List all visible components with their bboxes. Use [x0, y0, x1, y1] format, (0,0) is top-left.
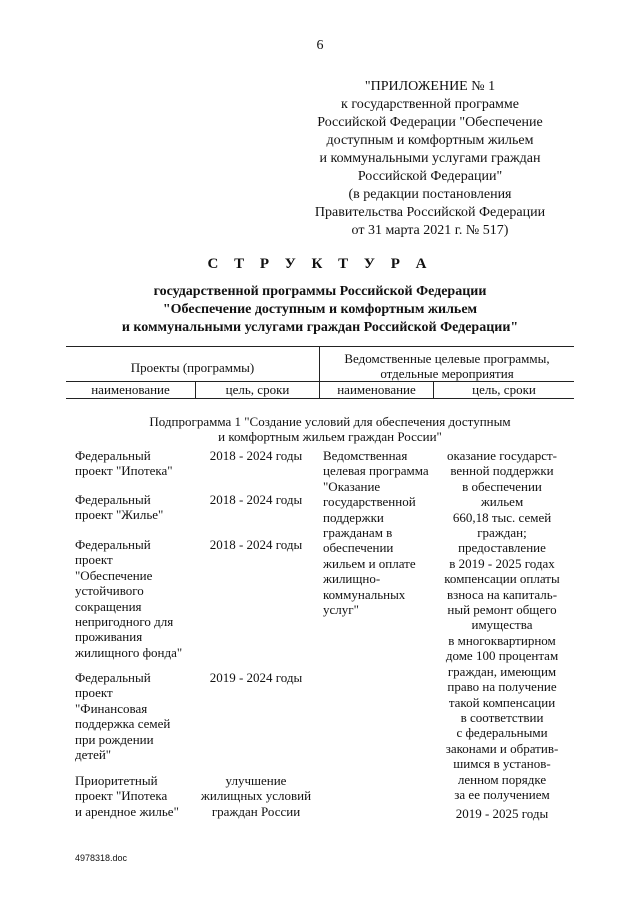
- text-line: Федеральный: [75, 448, 151, 463]
- document-title: С Т Р У К Т У Р А: [207, 256, 433, 272]
- project-period: [195, 537, 317, 552]
- document-subtitle: [60, 283, 580, 337]
- text-line: оказание государст-: [446, 448, 557, 463]
- file-reference: 4978318.doc: [75, 853, 128, 863]
- appendix-line: Российской Федерации "Обеспечение: [317, 115, 543, 130]
- appendix-line: к государственной программе: [341, 97, 519, 112]
- text-line: проект: [75, 552, 113, 568]
- page-number: 6: [316, 38, 324, 53]
- text-line: с федеральными: [456, 725, 548, 741]
- appendix-line: доступным и комфортным жильем: [326, 133, 534, 148]
- header-departmental: [320, 351, 574, 381]
- text-line: улучшение: [225, 773, 287, 788]
- project-goal: [195, 773, 317, 819]
- text-line: сокращения: [75, 598, 142, 614]
- text-line: обеспечении: [323, 540, 394, 556]
- project-name: [75, 773, 195, 819]
- text-line: проект: [75, 685, 113, 701]
- text-line: право на получение: [447, 679, 557, 695]
- text-line: проект "Ипотека: [75, 788, 168, 804]
- text-line: жильем и оплате: [323, 555, 416, 571]
- text-line: граждан России: [211, 803, 301, 819]
- text-line: в обеспечении: [462, 478, 542, 494]
- text-line: ный ремонт общего: [447, 602, 557, 618]
- text-line: в 2019 - 2025 годах: [449, 555, 555, 571]
- appendix-line: "ПРИЛОЖЕНИЕ № 1: [364, 79, 496, 94]
- text-line: поддержка семей: [75, 716, 171, 732]
- header-departmental-line: Ведомственные целевые программы,: [344, 351, 550, 366]
- appendix-line: Российской Федерации": [357, 169, 503, 184]
- appendix-line: (в редакции постановления: [348, 187, 512, 202]
- text-line: венной поддержки: [450, 463, 554, 479]
- subprogram-line: и комфортным жильем граждан России": [218, 429, 442, 444]
- text-line: "Финансовая: [75, 700, 148, 716]
- text-line: жильем: [480, 494, 524, 510]
- subtitle-line: "Обеспечение доступным и комфортным жильем: [162, 302, 478, 317]
- project-period: [195, 670, 317, 685]
- text-line: Приоритетный: [75, 773, 158, 788]
- text-line: поддержки: [323, 509, 384, 525]
- text-line: имущества: [471, 617, 533, 633]
- subprogram-title: [120, 414, 540, 444]
- table-rule-top: [66, 346, 574, 347]
- text-line: 2018 - 2024 годы: [209, 448, 303, 463]
- header-name: наименование: [91, 382, 170, 397]
- text-line: коммунальных: [323, 586, 406, 602]
- appendix-line: от 31 марта 2021 г. № 517): [351, 223, 509, 238]
- text-line: 2019 - 2024 годы: [209, 670, 303, 685]
- text-line: услуг": [323, 602, 359, 618]
- text-line: предоставление: [458, 540, 546, 556]
- appendix-line: Правительства Российской Федерации: [314, 205, 546, 220]
- text-line: проживания: [75, 629, 143, 645]
- text-line: в соответствии: [460, 709, 544, 725]
- text-line: такой компенсации: [448, 694, 556, 710]
- project-name: [75, 537, 195, 660]
- header-goal: цель, сроки: [472, 382, 536, 397]
- text-line: непригодного для: [75, 614, 174, 630]
- text-line: государственной: [323, 494, 416, 510]
- text-line: жилищных условий: [200, 788, 312, 804]
- text-line: устойчивого: [75, 583, 144, 599]
- text-line: проект "Жилье": [75, 507, 164, 523]
- text-line: 660,18 тыс. семей: [452, 509, 552, 525]
- subtitle-line: государственной программы Российской Федерации: [153, 284, 487, 299]
- text-line: целевая программа: [323, 463, 429, 479]
- text-line: жилищного фонда": [75, 644, 183, 660]
- header-goal: цель, сроки: [225, 382, 290, 397]
- project-name: [75, 492, 195, 523]
- header-projects: Проекты (программы): [130, 360, 255, 375]
- departmental-program-name: [323, 448, 433, 617]
- text-line: Федеральный: [75, 670, 151, 685]
- text-line: детей": [75, 747, 112, 763]
- project-name: [75, 670, 195, 762]
- header-name: наименование: [337, 382, 416, 397]
- text-line: гражданам в: [323, 525, 393, 541]
- text-line: граждан;: [477, 525, 527, 541]
- departmental-program-period: 2019 - 2025 годы: [455, 806, 549, 821]
- text-line: доме 100 процентам: [445, 648, 559, 664]
- text-line: 2018 - 2024 годы: [209, 492, 303, 507]
- text-line: "Обеспечение: [75, 567, 153, 583]
- text-line: 2018 - 2024 годы: [209, 537, 303, 552]
- text-line: при рождении: [75, 731, 154, 747]
- text-line: шимся в установ-: [453, 756, 551, 772]
- text-line: взноса на капиталь-: [446, 586, 558, 602]
- text-line: Ведомственная: [323, 448, 408, 463]
- text-line: ленном порядке: [457, 771, 547, 787]
- text-line: компенсации оплаты: [444, 571, 560, 587]
- text-line: граждан, имеющим: [447, 663, 557, 679]
- text-line: жилищно-: [323, 571, 381, 587]
- project-period: [195, 448, 317, 463]
- header-departmental-line: отдельные мероприятия: [380, 366, 514, 381]
- text-line: Федеральный: [75, 492, 151, 507]
- appendix-block: [290, 78, 570, 240]
- text-line: "Оказание: [323, 478, 381, 494]
- text-line: и арендное жилье": [75, 803, 179, 819]
- project-period: [195, 492, 317, 507]
- text-line: в многоквартирном: [448, 632, 556, 648]
- table-rule-bottom: [66, 398, 574, 399]
- text-line: проект "Ипотека": [75, 463, 173, 479]
- project-name: [75, 448, 195, 479]
- text-line: законами и обратив-: [445, 740, 559, 756]
- departmental-program-goal: [432, 448, 572, 802]
- subprogram-line: Подпрограмма 1 "Создание условий для обеспечения доступным: [149, 414, 511, 429]
- text-line: за ее получением: [454, 786, 550, 802]
- text-line: Федеральный: [75, 537, 151, 552]
- appendix-line: и коммунальными услугами граждан: [319, 151, 541, 166]
- subtitle-line: и коммунальными услугами граждан Российской Федерации": [121, 320, 519, 335]
